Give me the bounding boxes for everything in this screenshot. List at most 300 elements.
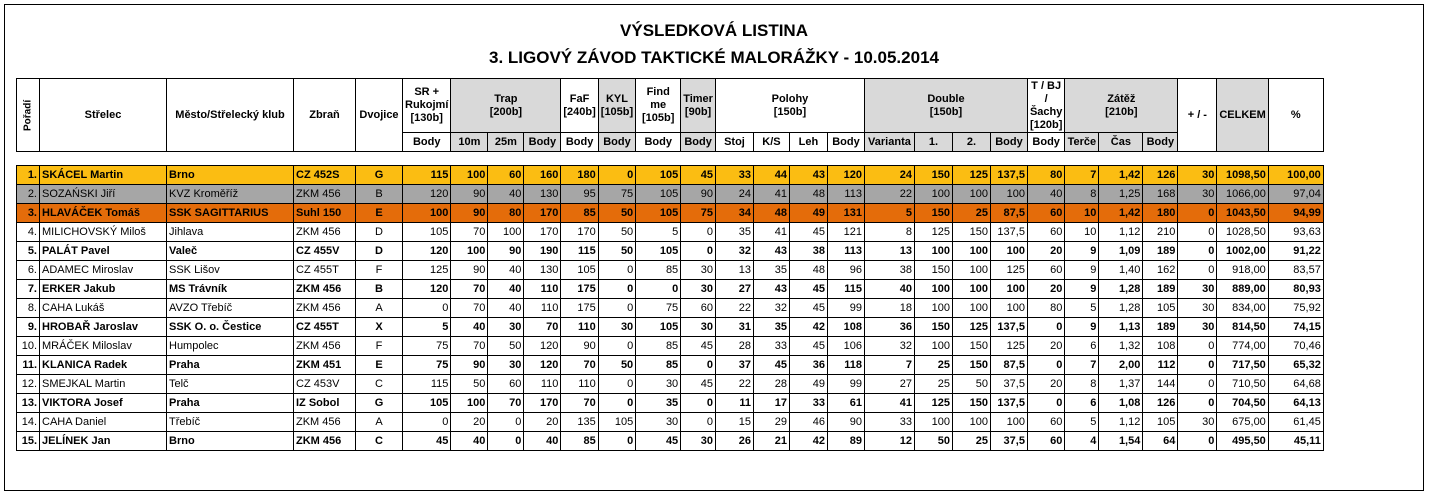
header-pct: % <box>1268 79 1323 152</box>
club-cell: Praha <box>167 356 294 375</box>
score-cell: 0 <box>1178 337 1217 356</box>
subheader-cell: Body <box>561 133 598 152</box>
weapon-cell: CZ 455T <box>294 261 356 280</box>
score-cell: 1,37 <box>1099 375 1143 394</box>
score-cell: 100 <box>451 242 488 261</box>
score-cell: 61,45 <box>1268 413 1323 432</box>
score-cell: 100 <box>952 261 990 280</box>
score-cell: 50 <box>952 375 990 394</box>
score-cell: 70,46 <box>1268 337 1323 356</box>
header-trap-label: Trap <box>494 92 518 105</box>
score-cell: 189 <box>1143 280 1178 299</box>
subheader-cell: Body <box>681 133 716 152</box>
score-cell: 5 <box>1065 299 1099 318</box>
score-cell: 150 <box>914 318 952 337</box>
rank-cell: 1. <box>17 166 40 185</box>
score-cell: 37,5 <box>990 375 1027 394</box>
score-cell: 7 <box>864 356 914 375</box>
score-cell: 175 <box>561 280 598 299</box>
score-cell: 20 <box>1027 375 1064 394</box>
score-cell: 50 <box>598 204 635 223</box>
score-cell: 131 <box>827 204 864 223</box>
weapon-cell: ZKM 456 <box>294 337 356 356</box>
score-cell: 45 <box>789 280 827 299</box>
score-cell: 60 <box>1027 261 1064 280</box>
subheader-cell: Body <box>827 133 864 152</box>
score-cell: 97,04 <box>1268 185 1323 204</box>
score-cell: 38 <box>864 261 914 280</box>
score-cell: 90 <box>561 337 598 356</box>
shooter-name-cell: SMEJKAL Martin <box>40 375 167 394</box>
score-cell: 40 <box>524 432 561 451</box>
score-cell: 93,63 <box>1268 223 1323 242</box>
score-cell: 106 <box>827 337 864 356</box>
score-cell: 89 <box>827 432 864 451</box>
rank-cell: 13. <box>17 394 40 413</box>
result-row <box>17 185 1324 204</box>
score-cell: 180 <box>561 166 598 185</box>
club-cell: SSK SAGITTARIUS <box>167 204 294 223</box>
score-cell: 85 <box>636 337 681 356</box>
score-cell: 113 <box>827 185 864 204</box>
score-cell: 0 <box>403 413 451 432</box>
score-cell: 0 <box>598 280 635 299</box>
score-cell: 30 <box>1178 299 1217 318</box>
score-cell: 40 <box>451 318 488 337</box>
pair-cell: F <box>356 337 403 356</box>
score-cell: 9 <box>1065 261 1099 280</box>
score-cell: 1,28 <box>1099 299 1143 318</box>
score-cell: 75 <box>403 337 451 356</box>
result-row <box>17 413 1324 432</box>
score-cell: 45 <box>753 356 789 375</box>
subheader-cell: Terče <box>1065 133 1099 152</box>
score-cell: 112 <box>1143 356 1178 375</box>
score-cell: 105 <box>561 261 598 280</box>
club-cell: Praha <box>167 394 294 413</box>
shooter-name-cell: SOZAŃSKI Jiří <box>40 185 167 204</box>
score-cell: 126 <box>1143 166 1178 185</box>
results-table <box>16 78 1324 451</box>
score-cell: 40 <box>1027 185 1064 204</box>
score-cell: 70 <box>561 356 598 375</box>
subheader-cell: Body <box>598 133 635 152</box>
score-cell: 7 <box>1065 166 1099 185</box>
score-cell: 90 <box>827 413 864 432</box>
score-cell: 91,22 <box>1268 242 1323 261</box>
score-cell: 1,42 <box>1099 166 1143 185</box>
subheader-cell: Body <box>403 133 451 152</box>
score-cell: 105 <box>636 185 681 204</box>
score-cell: 150 <box>952 337 990 356</box>
weapon-cell: ZKM 456 <box>294 185 356 204</box>
header-timer: Timer [90b] <box>681 79 716 133</box>
score-cell: 175 <box>561 299 598 318</box>
score-cell: 1,54 <box>1099 432 1143 451</box>
rank-cell: 6. <box>17 261 40 280</box>
pair-cell: G <box>356 394 403 413</box>
score-cell: 87,5 <box>990 356 1027 375</box>
weapon-cell: CZ 455V <box>294 242 356 261</box>
score-cell: 60 <box>681 299 716 318</box>
header-zatez-points: [210b] <box>1105 105 1138 118</box>
pair-cell: D <box>356 242 403 261</box>
result-row <box>17 375 1324 394</box>
score-cell: 30 <box>636 375 681 394</box>
header-polohy <box>715 79 864 133</box>
subheader-cell: Body <box>636 133 681 152</box>
score-cell: 135 <box>561 413 598 432</box>
pair-cell: B <box>356 185 403 204</box>
score-cell: 85 <box>636 261 681 280</box>
club-cell: Brno <box>167 432 294 451</box>
score-cell: 0 <box>598 299 635 318</box>
score-cell: 90 <box>451 261 488 280</box>
sheet-title: VÝSLEDKOVÁ LISTINA <box>620 21 808 40</box>
score-cell: 105 <box>403 394 451 413</box>
score-cell: 75,92 <box>1268 299 1323 318</box>
score-cell: 90 <box>451 356 488 375</box>
score-cell: 34 <box>715 204 753 223</box>
score-cell: 100 <box>990 185 1027 204</box>
score-cell: 150 <box>914 204 952 223</box>
score-cell: 100 <box>990 280 1027 299</box>
score-cell: 96 <box>827 261 864 280</box>
score-cell: 105 <box>636 166 681 185</box>
pair-cell: E <box>356 356 403 375</box>
score-cell: 64,68 <box>1268 375 1323 394</box>
result-row <box>17 280 1324 299</box>
pair-cell: A <box>356 299 403 318</box>
score-cell: 28 <box>753 375 789 394</box>
score-cell: 190 <box>524 242 561 261</box>
score-cell: 45 <box>403 432 451 451</box>
score-cell: 675,00 <box>1217 413 1268 432</box>
score-cell: 99 <box>827 375 864 394</box>
score-cell: 1,40 <box>1099 261 1143 280</box>
score-cell: 33 <box>753 337 789 356</box>
score-cell: 45 <box>789 337 827 356</box>
shooter-name-cell: HLAVÁČEK Tomáš <box>40 204 167 223</box>
header-double-label: Double <box>927 92 965 105</box>
score-cell: 45 <box>636 432 681 451</box>
score-cell: 115 <box>827 280 864 299</box>
score-cell: 120 <box>403 242 451 261</box>
shooter-name-cell: PALÁT Pavel <box>40 242 167 261</box>
score-cell: 100 <box>952 413 990 432</box>
score-cell: 90 <box>451 185 488 204</box>
score-cell: 35 <box>636 394 681 413</box>
club-cell: Brno <box>167 166 294 185</box>
score-cell: 717,50 <box>1217 356 1268 375</box>
score-cell: 0 <box>403 299 451 318</box>
score-cell: 9 <box>1065 318 1099 337</box>
score-cell: 20 <box>1027 242 1064 261</box>
score-cell: 45 <box>789 299 827 318</box>
score-cell: 22 <box>864 185 914 204</box>
score-cell: 0 <box>1178 204 1217 223</box>
score-cell: 80 <box>1027 166 1064 185</box>
subheader-cell: Stoj <box>715 133 753 152</box>
score-cell: 100,00 <box>1268 166 1323 185</box>
score-cell: 70 <box>451 223 488 242</box>
score-cell: 105 <box>1143 299 1178 318</box>
score-cell: 120 <box>524 337 561 356</box>
subheader-cell: Leh <box>789 133 827 152</box>
score-cell: 60 <box>488 375 524 394</box>
score-cell: 137,5 <box>990 223 1027 242</box>
score-cell: 0 <box>1027 394 1064 413</box>
header-zatez-label: Zátěž <box>1107 92 1136 105</box>
score-cell: 100 <box>952 185 990 204</box>
score-cell: 50 <box>598 223 635 242</box>
shooter-name-cell: KLANICA Radek <box>40 356 167 375</box>
score-cell: 150 <box>914 261 952 280</box>
header-trap <box>451 79 561 133</box>
header-zbran: Zbraň <box>294 79 356 152</box>
score-cell: 74,15 <box>1268 318 1323 337</box>
club-cell: MS Trávník <box>167 280 294 299</box>
shooter-name-cell: CAHA Daniel <box>40 413 167 432</box>
score-cell: 1,32 <box>1099 337 1143 356</box>
score-cell: 27 <box>715 280 753 299</box>
score-cell: 120 <box>827 166 864 185</box>
score-cell: 495,50 <box>1217 432 1268 451</box>
score-cell: 20 <box>1027 280 1064 299</box>
score-cell: 0 <box>681 242 716 261</box>
result-row <box>17 318 1324 337</box>
score-cell: 210 <box>1143 223 1178 242</box>
score-cell: 162 <box>1143 261 1178 280</box>
score-cell: 50 <box>914 432 952 451</box>
score-cell: 918,00 <box>1217 261 1268 280</box>
score-cell: 30 <box>488 356 524 375</box>
score-cell: 1,13 <box>1099 318 1143 337</box>
score-cell: 100 <box>914 242 952 261</box>
score-cell: 70 <box>451 280 488 299</box>
weapon-cell: ZKM 456 <box>294 223 356 242</box>
weapon-cell: ZKM 456 <box>294 280 356 299</box>
shooter-name-cell: MRÁČEK Miloslav <box>40 337 167 356</box>
score-cell: 61 <box>827 394 864 413</box>
score-cell: 137,5 <box>990 394 1027 413</box>
club-cell: Valeč <box>167 242 294 261</box>
weapon-cell: ZKM 451 <box>294 356 356 375</box>
header-faf: FaF [240b] <box>561 79 598 133</box>
score-cell: 0 <box>1178 223 1217 242</box>
score-cell: 80,93 <box>1268 280 1323 299</box>
score-cell: 94,99 <box>1268 204 1323 223</box>
score-cell: 1,25 <box>1099 185 1143 204</box>
shooter-name-cell: VIKTORA Josef <box>40 394 167 413</box>
score-cell: 22 <box>715 299 753 318</box>
club-cell: AVZO Třebíč <box>167 299 294 318</box>
rank-cell: 4. <box>17 223 40 242</box>
score-cell: 125 <box>914 223 952 242</box>
score-cell: 48 <box>789 261 827 280</box>
score-cell: 0 <box>1178 375 1217 394</box>
score-cell: 21 <box>753 432 789 451</box>
score-cell: 100 <box>990 413 1027 432</box>
score-cell: 0 <box>1178 261 1217 280</box>
weapon-cell: IZ Sobol <box>294 394 356 413</box>
score-cell: 0 <box>598 394 635 413</box>
score-cell: 42 <box>789 432 827 451</box>
score-cell: 105 <box>403 223 451 242</box>
score-cell: 121 <box>827 223 864 242</box>
score-cell: 0 <box>598 261 635 280</box>
score-cell: 36 <box>864 318 914 337</box>
score-cell: 100 <box>451 394 488 413</box>
score-cell: 45 <box>681 337 716 356</box>
score-cell: 45,11 <box>1268 432 1323 451</box>
score-cell: 889,00 <box>1217 280 1268 299</box>
score-cell: 30 <box>681 318 716 337</box>
score-cell: 90 <box>681 185 716 204</box>
score-cell: 13 <box>864 242 914 261</box>
score-cell: 50 <box>488 337 524 356</box>
header-findme: Find me [105b] <box>636 79 681 133</box>
weapon-cell: CZ 453V <box>294 375 356 394</box>
score-cell: 85 <box>561 204 598 223</box>
score-cell: 87,5 <box>990 204 1027 223</box>
score-cell: 22 <box>715 375 753 394</box>
score-cell: 70 <box>451 299 488 318</box>
score-cell: 0 <box>488 413 524 432</box>
score-cell: 108 <box>1143 337 1178 356</box>
score-cell: 6 <box>1065 337 1099 356</box>
header-polohy-label: Polohy <box>771 92 809 105</box>
score-cell: 42 <box>789 318 827 337</box>
score-cell: 30 <box>1178 280 1217 299</box>
score-cell: 45 <box>681 375 716 394</box>
score-cell: 120 <box>403 185 451 204</box>
score-cell: 43 <box>753 280 789 299</box>
score-cell: 30 <box>1178 413 1217 432</box>
score-cell: 32 <box>864 337 914 356</box>
header-plusminus: + / - <box>1178 79 1217 152</box>
score-cell: 75 <box>681 204 716 223</box>
score-cell: 110 <box>524 375 561 394</box>
score-cell: 65,32 <box>1268 356 1323 375</box>
pair-cell: C <box>356 375 403 394</box>
pair-cell: A <box>356 413 403 432</box>
score-cell: 50 <box>598 242 635 261</box>
spacer-row <box>17 152 1324 166</box>
club-cell: KVZ Kroměříž <box>167 185 294 204</box>
score-cell: 130 <box>524 185 561 204</box>
score-cell: 45 <box>681 166 716 185</box>
score-cell: 137,5 <box>990 318 1027 337</box>
score-cell: 70 <box>561 394 598 413</box>
header-strelec: Střelec <box>40 79 167 152</box>
rank-cell: 8. <box>17 299 40 318</box>
score-cell: 710,50 <box>1217 375 1268 394</box>
score-cell: 48 <box>789 185 827 204</box>
score-cell: 115 <box>561 242 598 261</box>
rank-cell: 7. <box>17 280 40 299</box>
score-cell: 60 <box>1027 432 1064 451</box>
score-cell: 90 <box>488 242 524 261</box>
score-cell: 75 <box>403 356 451 375</box>
rank-cell: 2. <box>17 185 40 204</box>
score-cell: 41 <box>753 185 789 204</box>
score-cell: 0 <box>488 432 524 451</box>
score-cell: 12 <box>864 432 914 451</box>
score-cell: 30 <box>681 261 716 280</box>
score-cell: 704,50 <box>1217 394 1268 413</box>
score-cell: 4 <box>1065 432 1099 451</box>
score-cell: 30 <box>1178 185 1217 204</box>
score-cell: 70 <box>451 337 488 356</box>
score-cell: 80 <box>1027 299 1064 318</box>
score-cell: 110 <box>524 299 561 318</box>
header-zatez <box>1065 79 1178 133</box>
score-cell: 150 <box>914 166 952 185</box>
score-cell: 30 <box>636 413 681 432</box>
score-cell: 170 <box>561 223 598 242</box>
score-cell: 0 <box>681 413 716 432</box>
score-cell: 115 <box>403 166 451 185</box>
result-row <box>17 337 1324 356</box>
score-cell: 125 <box>914 394 952 413</box>
score-cell: 80 <box>488 204 524 223</box>
score-cell: 100 <box>914 185 952 204</box>
score-cell: 31 <box>715 318 753 337</box>
header-polohy-points: [150b] <box>773 105 807 118</box>
score-cell: 105 <box>636 318 681 337</box>
club-cell: Humpolec <box>167 337 294 356</box>
score-cell: 60 <box>1027 223 1064 242</box>
club-cell: Jihlava <box>167 223 294 242</box>
score-cell: 25 <box>952 432 990 451</box>
subheader-cell: Varianta <box>864 133 914 152</box>
rank-cell: 10. <box>17 337 40 356</box>
score-cell: 170 <box>524 223 561 242</box>
score-cell: 32 <box>753 299 789 318</box>
score-cell: 27 <box>864 375 914 394</box>
score-cell: 25 <box>914 375 952 394</box>
score-cell: 100 <box>990 242 1027 261</box>
result-row <box>17 204 1324 223</box>
club-cell: Třebíč <box>167 413 294 432</box>
score-cell: 48 <box>753 204 789 223</box>
score-cell: 100 <box>914 299 952 318</box>
score-cell: 137,5 <box>990 166 1027 185</box>
score-cell: 41 <box>864 394 914 413</box>
header-double-points: [150b] <box>929 105 963 118</box>
score-cell: 83,57 <box>1268 261 1323 280</box>
score-cell: 100 <box>403 204 451 223</box>
subheader-cell: Čas <box>1099 133 1143 152</box>
header-mesto: Město/Střelecký klub <box>167 79 294 152</box>
score-cell: 90 <box>451 204 488 223</box>
pair-cell: E <box>356 204 403 223</box>
score-cell: 125 <box>990 261 1027 280</box>
score-cell: 10 <box>1065 204 1099 223</box>
result-row <box>17 432 1324 451</box>
score-cell: 35 <box>753 318 789 337</box>
score-cell: 108 <box>827 318 864 337</box>
score-cell: 1,12 <box>1099 223 1143 242</box>
score-cell: 25 <box>914 356 952 375</box>
result-row <box>17 299 1324 318</box>
score-cell: 40 <box>488 261 524 280</box>
score-cell: 1,09 <box>1099 242 1143 261</box>
score-cell: 189 <box>1143 318 1178 337</box>
score-cell: 0 <box>681 223 716 242</box>
score-cell: 1098,50 <box>1217 166 1268 185</box>
